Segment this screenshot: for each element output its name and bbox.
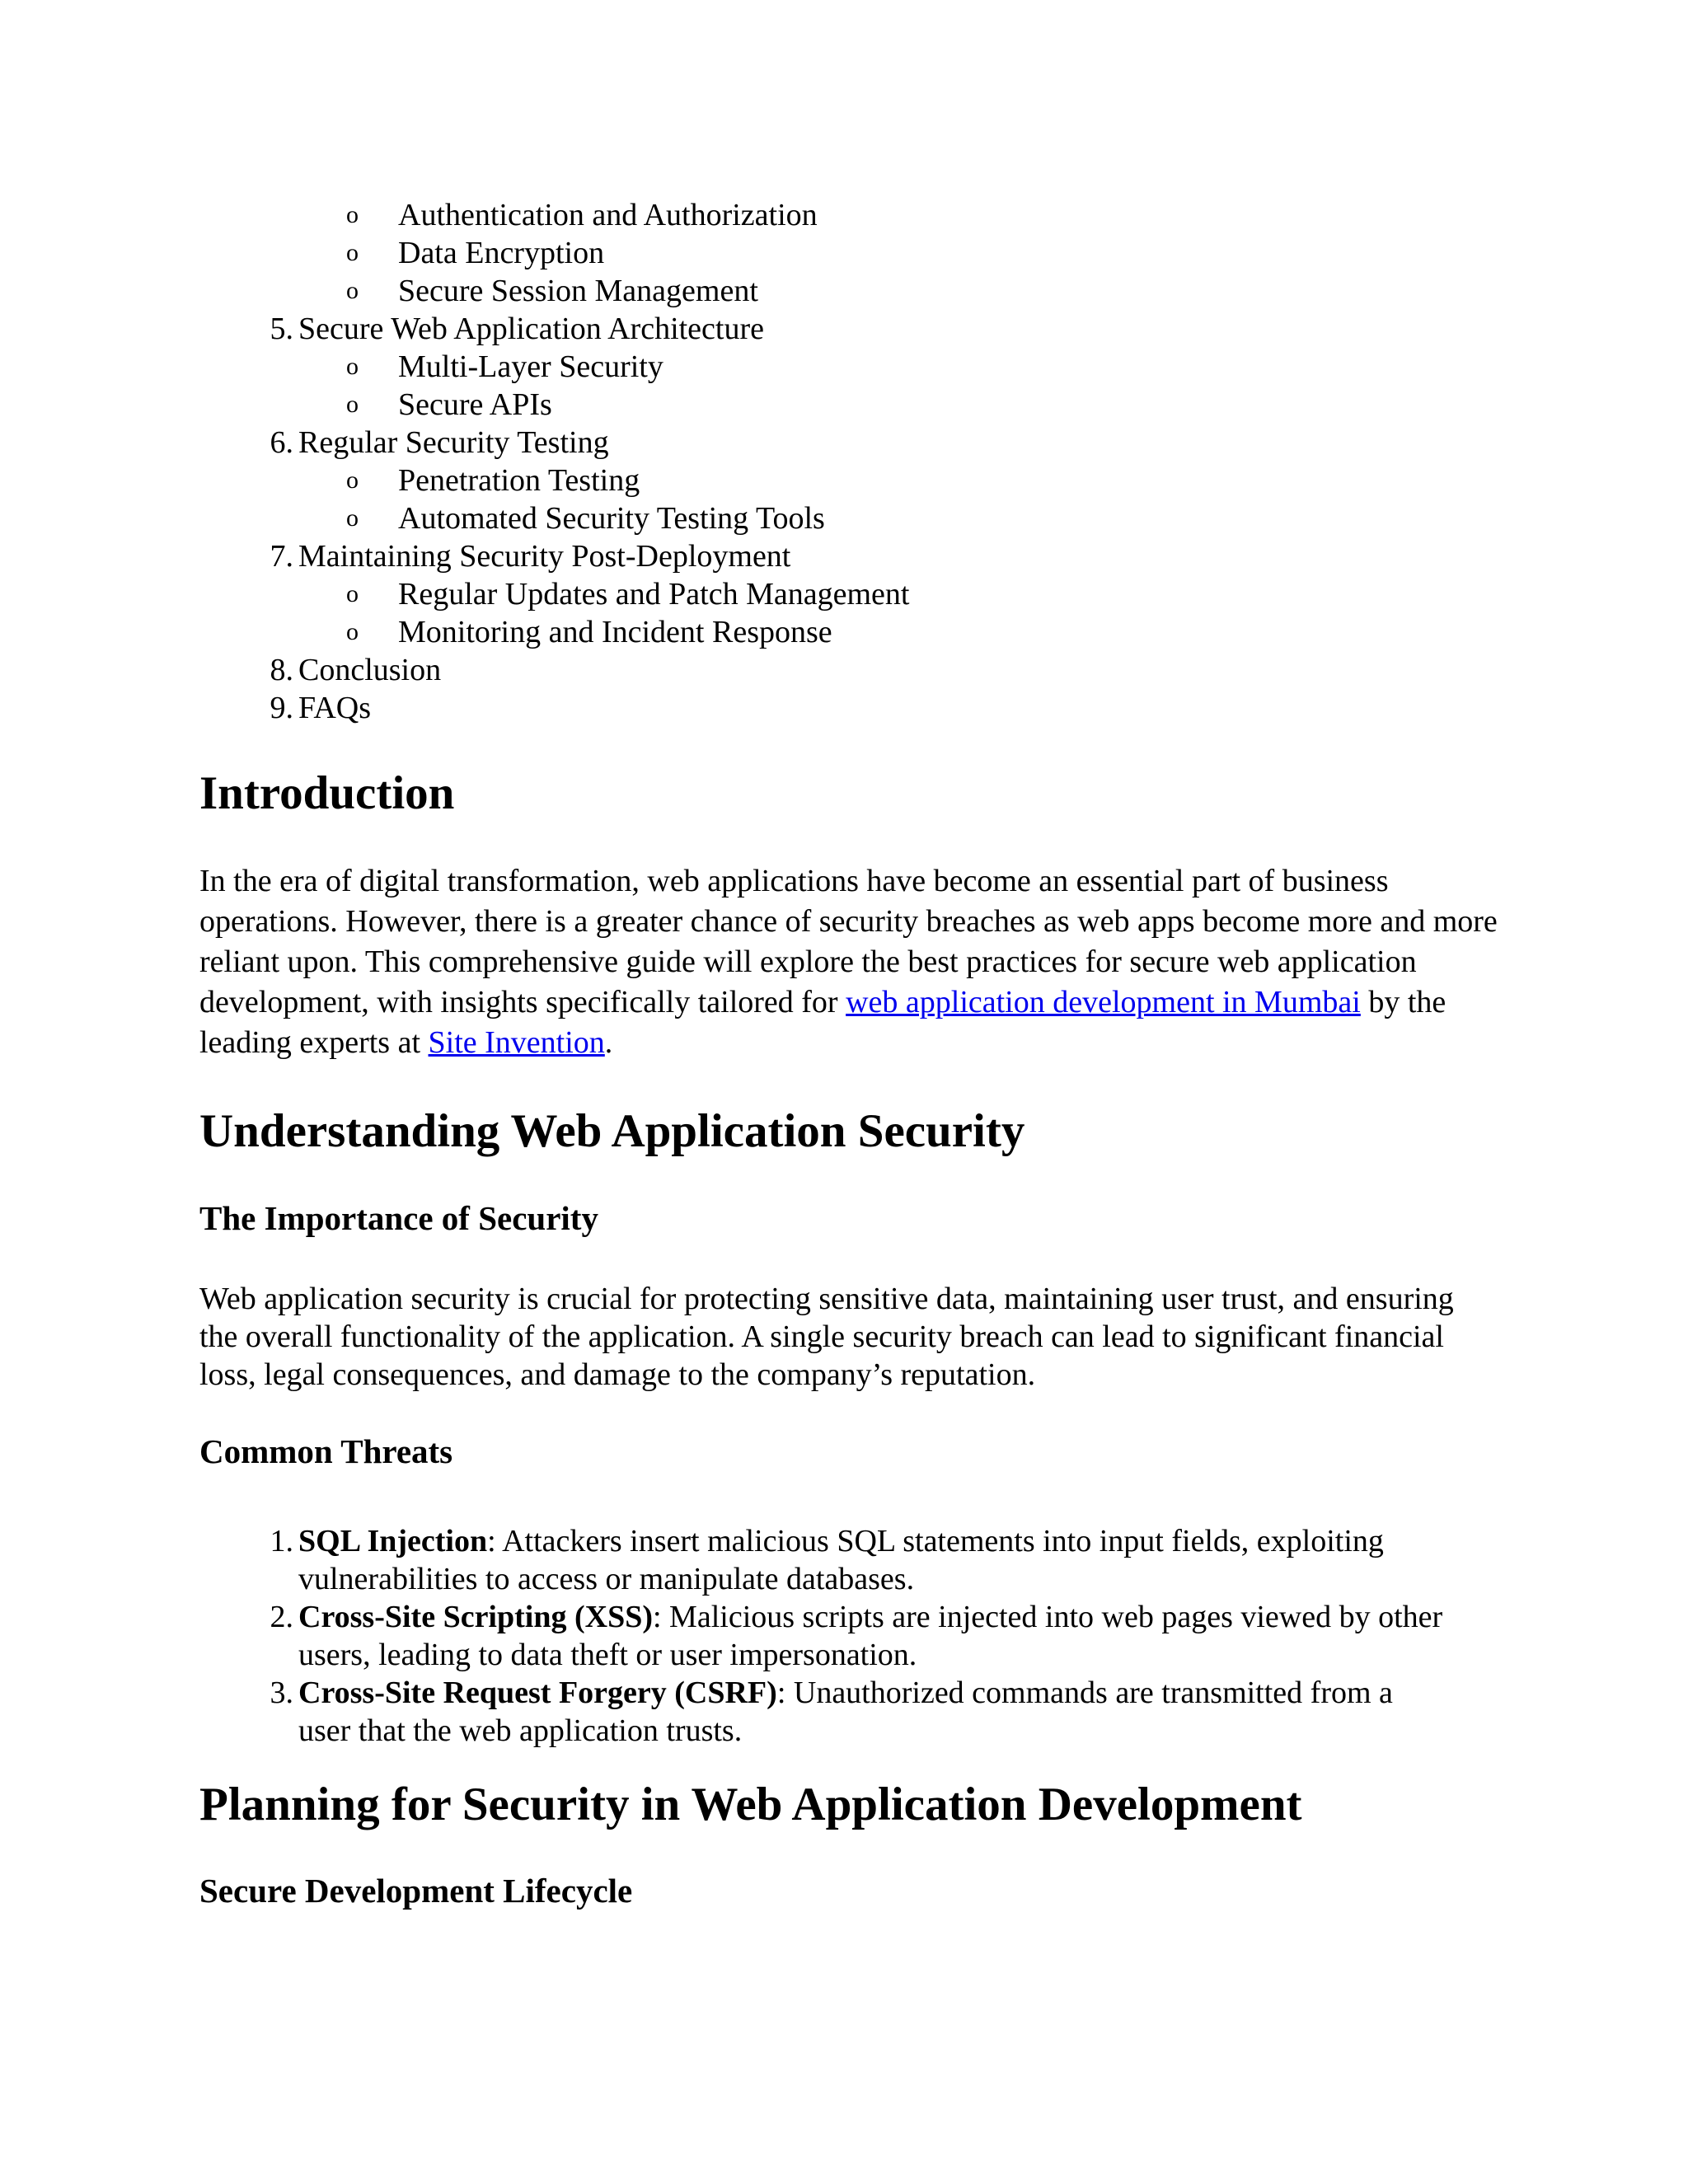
intro-text-middle: by the leading experts at — [199, 985, 1447, 1060]
importance-paragraph: Web application security is crucial for protecting sensitive data, maintaining user trust, and ensuring the overall functionality of the application. A single security breach can lead to significant financial loss, legal consequences, and damage to the company’s reputation. — [199, 1282, 1454, 1392]
toc-main-item — [0, 537, 1484, 575]
toc-main-item-label: FAQs — [298, 691, 371, 725]
toc-sub-item — [0, 462, 1484, 499]
threat-term: Cross-Site Scripting (XSS) — [298, 1600, 653, 1634]
toc-main-item-label: Conclusion — [298, 653, 442, 687]
common-threats-list — [0, 1522, 1484, 1750]
toc-sub-item — [0, 234, 1484, 272]
list-item-text — [298, 1522, 1452, 1598]
table-of-contents — [0, 196, 1484, 727]
threat-description: : Unauthorized commands are transmitted from a user that the web application trusts. — [298, 1675, 1393, 1748]
toc-main-item-label: Regular Security Testing — [298, 425, 609, 460]
threat-term: SQL Injection — [298, 1524, 488, 1558]
list-item-text — [298, 1598, 1452, 1674]
intro-text-start: In the era of digital transformation, web applications have become an essential part of business operations. However, there is a greater chance of security breaches as web apps become more and more reliant upon. This comprehensive guide will explore the best practices for secure web application development, with insights specifically tailored for — [199, 864, 1498, 1019]
secure-lifecycle-heading: Secure Development Lifecycle — [199, 1872, 633, 1910]
understanding-heading: Understanding Web Application Security — [199, 1105, 1025, 1157]
list-item — [0, 1598, 1484, 1674]
toc-sub-item-label: Multi-Layer Security — [398, 349, 663, 384]
toc-item-number: 7. — [270, 539, 293, 574]
threat-term: Cross-Site Request Forgery (CSRF) — [298, 1675, 777, 1710]
bullet-marker: o — [346, 580, 359, 607]
toc-main-item-label: Maintaining Security Post-Deployment — [298, 539, 791, 574]
bullet-marker: o — [346, 353, 359, 380]
toc-item-number: 8. — [270, 653, 293, 687]
bullet-marker: o — [346, 618, 359, 645]
bullet-marker: o — [346, 201, 359, 228]
threat-description: : Attackers insert malicious SQL statements into input fields, exploiting vulnerabilities to access or manipulate databases. — [298, 1524, 1384, 1596]
toc-sub-item — [0, 613, 1484, 651]
toc-sub-item-label: Secure APIs — [398, 387, 552, 422]
toc-sub-item — [0, 386, 1484, 424]
introduction-heading: Introduction — [199, 767, 455, 819]
toc-sub-item — [0, 196, 1484, 234]
toc-main-item — [0, 424, 1484, 462]
toc-sub-item-label: Secure Session Management — [398, 274, 758, 308]
planning-heading: Planning for Security in Web Application Development — [199, 1779, 1302, 1830]
bullet-marker: o — [346, 277, 359, 304]
bullet-marker: o — [346, 391, 359, 418]
toc-sub-item-label: Monitoring and Incident Response — [398, 615, 832, 649]
toc-item-number: 9. — [270, 691, 293, 725]
toc-item-number: 6. — [270, 425, 293, 460]
common-threats-heading: Common Threats — [199, 1432, 453, 1470]
introduction-paragraph — [199, 861, 1498, 1063]
toc-sub-item-label: Authentication and Authorization — [398, 198, 818, 232]
toc-main-item — [0, 689, 1484, 727]
web-app-development-mumbai-link[interactable]: web application development in Mumbai — [846, 985, 1361, 1019]
importance-heading: The Importance of Security — [199, 1199, 598, 1237]
toc-main-item — [0, 310, 1484, 348]
toc-sub-item-label: Data Encryption — [398, 236, 605, 270]
toc-sub-item — [0, 272, 1484, 310]
toc-sub-item — [0, 499, 1484, 537]
bullet-marker: o — [346, 466, 359, 494]
list-item-number: 2. — [270, 1600, 293, 1634]
site-invention-link[interactable]: Site Invention — [428, 1025, 605, 1060]
list-item — [0, 1522, 1484, 1598]
bullet-marker: o — [346, 239, 359, 266]
toc-item-number: 5. — [270, 312, 293, 346]
toc-sub-item-label: Regular Updates and Patch Management — [398, 577, 910, 612]
list-item-number: 3. — [270, 1675, 293, 1710]
list-item-number: 1. — [270, 1524, 293, 1558]
toc-sub-item-label: Automated Security Testing Tools — [398, 501, 825, 536]
toc-sub-item — [0, 575, 1484, 613]
list-item — [0, 1674, 1484, 1750]
bullet-marker: o — [346, 504, 359, 532]
threat-description: : Malicious scripts are injected into web pages viewed by other users, leading to data theft or user impersonation. — [298, 1600, 1443, 1672]
toc-main-item — [0, 651, 1484, 689]
toc-sub-item — [0, 348, 1484, 386]
toc-main-item-label: Secure Web Application Architecture — [298, 312, 764, 346]
list-item-text — [298, 1674, 1452, 1750]
intro-text-end: . — [604, 1025, 613, 1060]
toc-sub-item-label: Penetration Testing — [398, 463, 640, 498]
